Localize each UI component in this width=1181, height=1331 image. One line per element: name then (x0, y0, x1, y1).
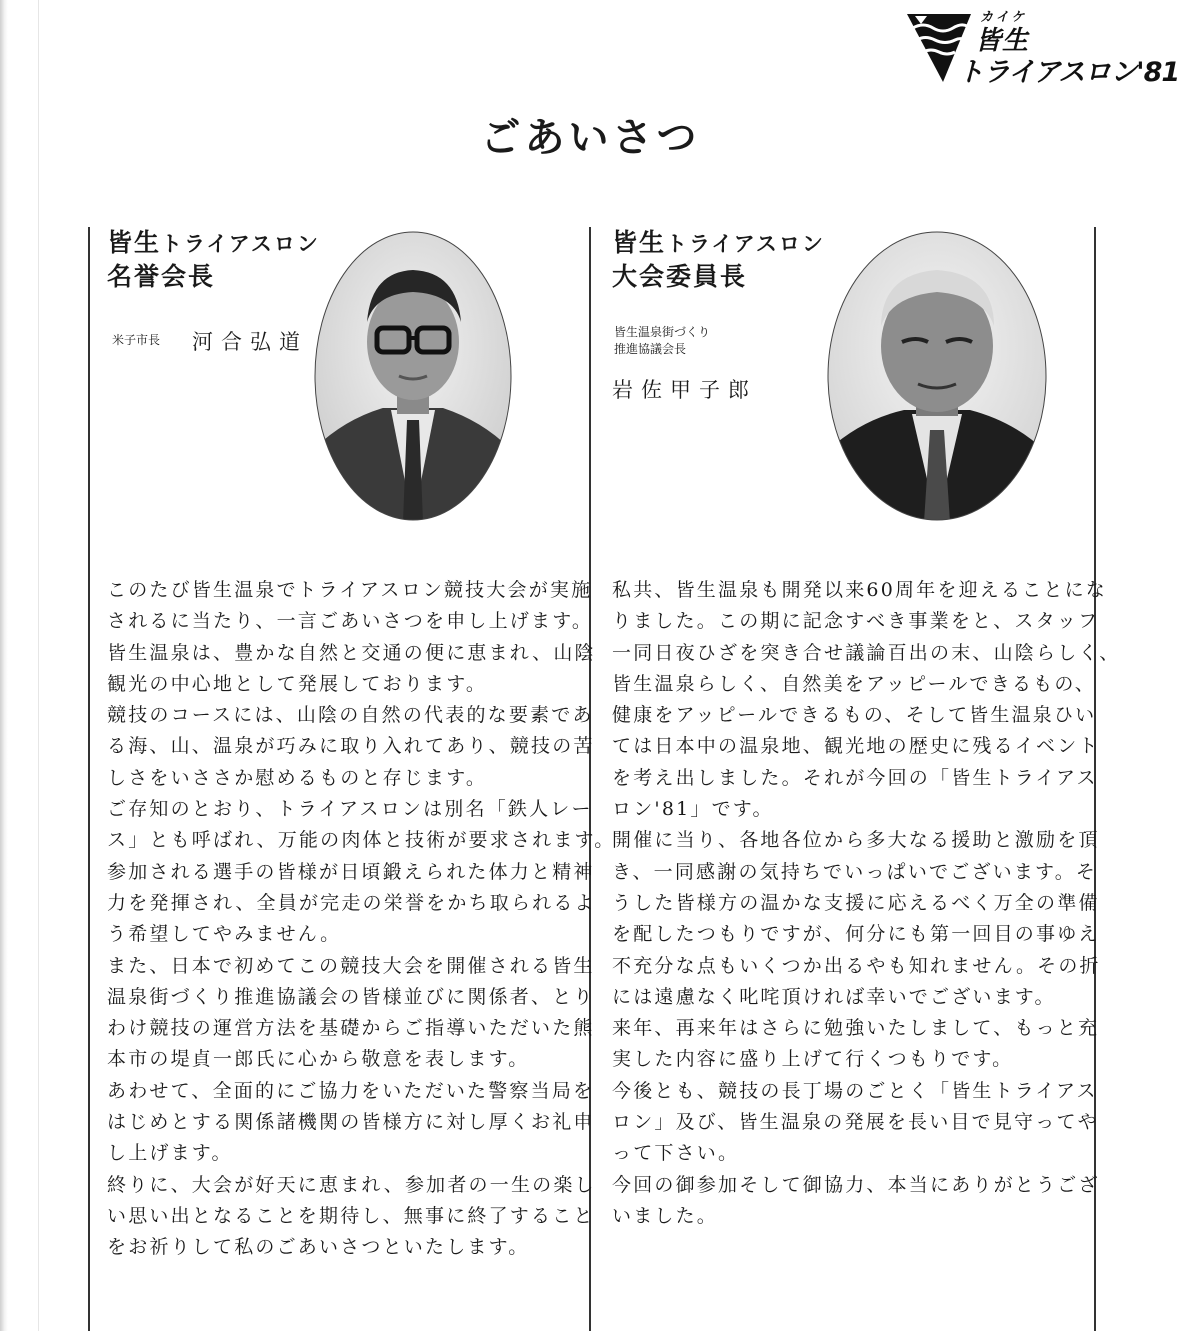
right-portrait-photo (826, 230, 1048, 522)
right-line: って下さい。 (612, 1142, 740, 1165)
right-line: りました。この期に記念すべき事業をと、スタッフ (612, 610, 1100, 633)
left-person-name: 河合弘道 (192, 330, 308, 354)
right-line: 実した内容に盛り上げて行くつもりです。 (612, 1048, 1014, 1071)
left-line: し上げます。 (107, 1142, 233, 1165)
left-line: ご存知のとおり、トライアスロンは別名「鉄人レー (107, 798, 593, 821)
right-heading (612, 226, 825, 293)
right-line: うした皆様方の温かな支援に応えるべく万全の準備 (612, 891, 1100, 914)
right-line: ロン」及び、皆生温泉の発展を長い目で見守ってや (612, 1111, 1099, 1134)
right-affiliation-line2: 推進協議会長 (614, 342, 687, 356)
right-line: 不充分な点もいくつか出るやも知れません。その折 (612, 954, 1101, 977)
right-message-body (612, 575, 1120, 1232)
left-line: をお祈りして私のごあいさつといたします。 (107, 1236, 530, 1259)
left-line: い思い出となることを期待し、無事に終了すること (107, 1204, 595, 1227)
right-person-name: 岩佐甲子郎 (612, 378, 757, 402)
left-line: う希望してやみません。 (107, 923, 342, 946)
right-line: 皆生温泉らしく、自然美をアッピールできるもの、 (612, 672, 1096, 695)
right-line: 健康をアッピールできるもの、そして皆生温泉ひい (612, 704, 1097, 727)
left-line: あわせて、全面的にご協力をいただいた警察当局を (107, 1079, 595, 1102)
right-affiliation (614, 324, 710, 358)
right-line: を考え出しました。それが今回の「皆生トライアス (612, 766, 1098, 789)
page-edge-line (38, 0, 39, 1331)
right-line: ロン'81」です。 (612, 798, 774, 821)
left-line: 力を発揮され、全員が完走の栄誉をかち取られるよ (107, 891, 596, 914)
page-title: ごあいさつ (480, 114, 701, 161)
right-line: 来年、再来年はさらに勉強いたしまして、もっと充 (612, 1017, 1100, 1040)
logo-ruby: カイケ (980, 10, 1028, 25)
left-line: しさをいささか慰めるものと存じます。 (107, 766, 488, 789)
column-rule-left (88, 227, 90, 1331)
right-heading-org-a: 皆生 (612, 228, 667, 257)
left-heading-role: 名誉会長 (107, 262, 216, 291)
right-line: 私共、皆生温泉も開発以来60周年を迎えることにな (612, 579, 1107, 601)
logo-title-kaike: 皆生 (975, 26, 1030, 56)
left-line: 本市の堤貞一郎氏に心から敬意を表します。 (107, 1048, 530, 1071)
right-line: を配したつもりですが、何分にも第一回目の事ゆえ (612, 923, 1100, 946)
left-line: されるに当たり、一言ごあいさつを申し上げます。 (107, 610, 594, 633)
right-heading-role: 大会委員長 (612, 262, 748, 291)
left-line: また、日本で初めてこの競技大会を開催される皆生 (107, 954, 595, 977)
right-line: き、一同感謝の気持ちでいっぱいでございます。そ (612, 860, 1098, 883)
right-line: いました。 (612, 1204, 719, 1227)
left-portrait-photo (313, 230, 513, 522)
left-line: 競技のコースには、山陰の自然の代表的な要素であ (107, 704, 594, 727)
left-line: ス」とも呼ばれ、万能の肉体と技術が要求されます。 (107, 829, 616, 852)
right-heading-org-b: トライアスロン (666, 231, 825, 256)
left-line: 温泉街づくり推進協議会の皆様並びに関係者、とり (107, 985, 595, 1008)
left-line: 観光の中心地として発展しております。 (107, 672, 488, 695)
right-line: 開催に当り、各地各位から多大なる援助と激励を頂 (612, 829, 1100, 852)
left-message-body (107, 575, 615, 1264)
left-heading-org-b: トライアスロン (161, 231, 320, 256)
right-line: には遠慮なく叱咤頂ければ幸いでございます。 (612, 985, 1056, 1008)
left-affiliation: 米子市長 (112, 333, 161, 347)
left-line: る海、山、温泉が巧みに取り入れてあり、競技の苦 (107, 735, 595, 758)
event-logo (905, 8, 1180, 88)
left-line: このたび皆生温泉でトライアスロン競技大会が実施 (107, 579, 593, 601)
left-line: 参加される選手の皆様が日頃鍛えられた体力と精神 (107, 860, 595, 883)
left-line: はじめとする関係諸機関の皆様方に対し厚くお礼申 (107, 1111, 595, 1134)
right-line: 一同日夜ひざを突き合せ議論百出の末、山陰らしく、 (612, 641, 1121, 664)
logo-title-triathlon: トライアスロン'81 (957, 57, 1180, 88)
right-affiliation-line1: 皆生温泉街づくり (614, 325, 711, 339)
right-line: 今回の御参加そして御協力、本当にありがとうござ (612, 1173, 1100, 1196)
right-line: 今後とも、競技の長丁場のごとく「皆生トライアス (612, 1079, 1098, 1102)
left-line: 終りに、大会が好天に恵まれ、参加者の一生の楽し (107, 1173, 596, 1196)
left-line: わけ競技の運営方法を基礎からご指導いただいた熊 (107, 1017, 595, 1040)
left-heading-org-a: 皆生 (107, 228, 162, 257)
left-line: 皆生温泉は、豊かな自然と交通の便に恵まれ、山陰 (107, 641, 596, 664)
left-heading (107, 226, 320, 293)
page-binding-shadow (0, 0, 8, 1331)
right-line: ては日本中の温泉地、観光地の歴史に残るイベント (612, 735, 1100, 758)
